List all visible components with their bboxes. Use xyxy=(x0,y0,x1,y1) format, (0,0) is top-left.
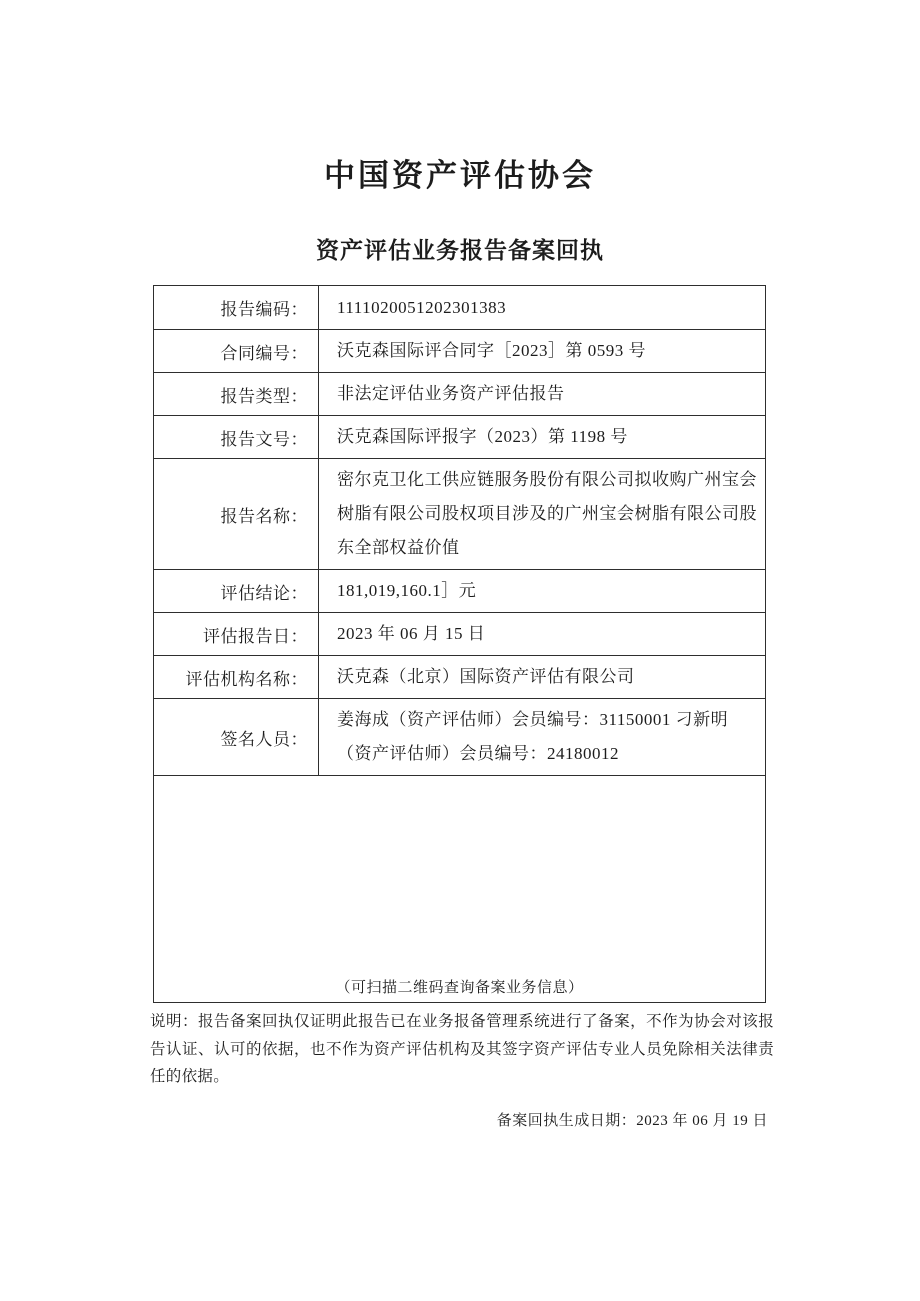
row-label: 评估报告日： xyxy=(154,613,319,655)
row-label: 报告编码： xyxy=(154,286,319,329)
row-value: 沃克森（北京）国际资产评估有限公司 xyxy=(337,667,635,686)
row-value: 181,019,160.1］元 xyxy=(337,581,477,600)
row-value: 沃克森国际评报字（2023）第 1198 号 xyxy=(337,427,628,446)
table-row-report-name xyxy=(154,459,765,570)
table-row-appraisal-agency xyxy=(154,656,765,699)
row-label: 合同编号： xyxy=(154,330,319,372)
filing-receipt-table xyxy=(153,285,766,1003)
table-row-appraisal-conclusion xyxy=(154,570,765,613)
table-row-signatories xyxy=(154,699,765,776)
row-label: 报告名称： xyxy=(154,459,319,569)
row-value: 1111020051202301383 xyxy=(337,297,507,317)
row-value: 姜海成（资产评估师）会员编号：31150001 刁新明（资产评估师）会员编号：24180012 xyxy=(337,710,729,763)
row-label: 报告文号： xyxy=(154,416,319,458)
row-label: 报告类型： xyxy=(154,373,319,415)
page-title: 中国资产评估协会 xyxy=(324,158,596,193)
disclaimer-note: 说明：报告备案回执仅证明此报告已在业务报备管理系统进行了备案，不作为协会对该报告认证、认可的依据，也不作为资产评估机构及其签字资产评估专业人员免除相关法律责任的依据。 xyxy=(150,1013,774,1086)
row-value: 非法定评估业务资产评估报告 xyxy=(337,384,565,403)
receipt-generated-date: 备案回执生成日期：2023 年 06 月 19 日 xyxy=(496,1112,768,1129)
row-label: 签名人员： xyxy=(154,699,319,775)
table-row-report-ref-number xyxy=(154,416,765,459)
row-value: 2023 年 06 月 15 日 xyxy=(337,624,486,643)
qr-scan-note: （可扫描二维码查询备案业务信息） xyxy=(335,980,584,996)
table-row-report-date xyxy=(154,613,765,656)
row-label: 评估结论： xyxy=(154,570,319,612)
row-value: 密尔克卫化工供应链服务股份有限公司拟收购广州宝会树脂有限公司股权项目涉及的广州宝会树脂有限公司股东全部权益价值 xyxy=(337,470,757,557)
row-label: 评估机构名称： xyxy=(154,656,319,698)
row-value: 沃克森国际评合同字［2023］第 0593 号 xyxy=(337,341,646,360)
table-row-report-code xyxy=(154,286,765,330)
qr-code-area xyxy=(154,776,765,1002)
page-subtitle: 资产评估业务报告备案回执 xyxy=(316,238,604,263)
table-row-report-type xyxy=(154,373,765,416)
table-row-contract-number xyxy=(154,330,765,373)
